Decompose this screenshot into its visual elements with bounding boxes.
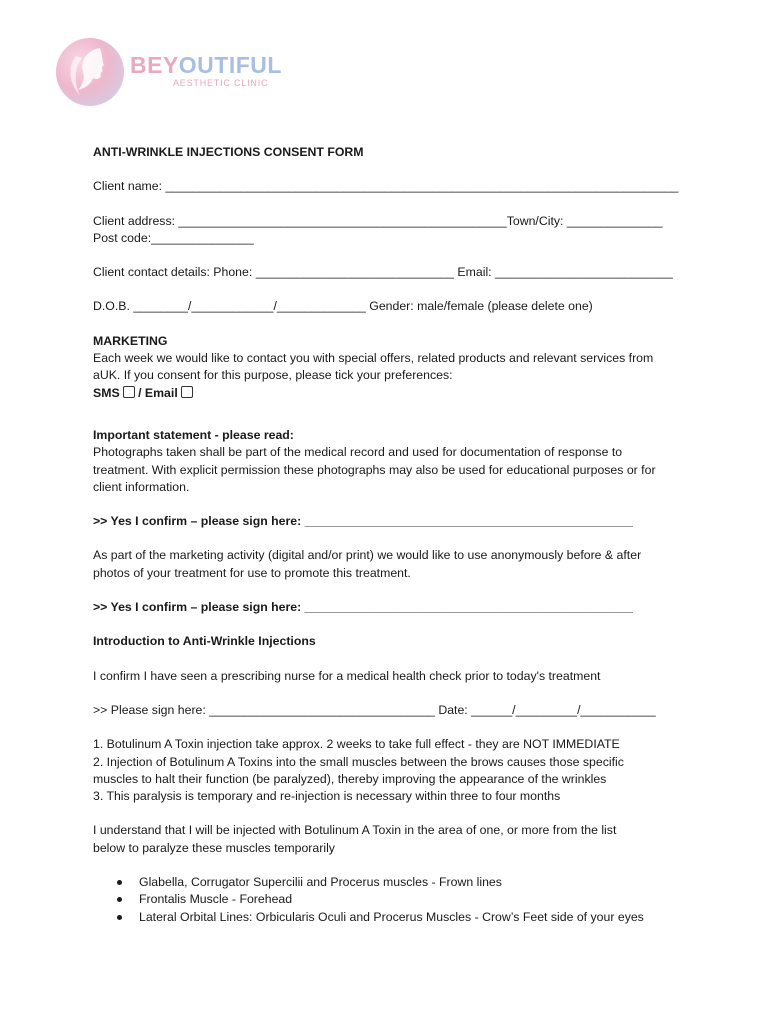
list-item: [93, 891, 733, 908]
clinic-logo: [56, 38, 286, 108]
area-text: Glabella, Corrugator Supercilii and Procerus muscles - Frown lines: [139, 875, 502, 890]
important-statement-heading: Important statement - please read:: [93, 427, 294, 442]
nurse-check-text: I confirm I have seen a prescribing nurse for a medical health check prior to today's treatment: [93, 668, 601, 683]
bullet-icon: [117, 915, 122, 920]
marketing-text-line: aUK. If you consent for this purpose, please tick your preferences:: [93, 368, 453, 383]
bullet-icon: [117, 880, 122, 885]
marketing-photo-text: photos of your treatment for use to promote this treatment.: [93, 565, 411, 580]
area-text: Lateral Orbital Lines: Orbicularis Oculi and Procerus Muscles - Crow’s Feet side of your eyes: [139, 909, 644, 924]
info-point: muscles to halt their function (be paralyzed), thereby improving the appearance of the wrinkles: [93, 771, 607, 786]
preference-options: [93, 385, 733, 402]
dob-gender-field[interactable]: D.O.B. ________/____________/_____________ Gender: male/female (please delete one): [93, 299, 593, 314]
email-label: Email: [144, 385, 178, 400]
client-address-field[interactable]: Client address: ________________________________________________Town/City: ______________: [93, 213, 663, 228]
area-text: Frontalis Muscle - Forehead: [139, 892, 293, 907]
treatment-area-list: [93, 874, 733, 926]
marketing-text-line: Each week we would like to contact you with special offers, related products and relevant services from: [93, 351, 654, 366]
brand-name: BEYOUTIFUL: [130, 52, 282, 78]
email-checkbox[interactable]: [181, 386, 193, 398]
photo-consent-signature[interactable]: >> Yes I confirm – please sign here: ________________________________________________: [93, 514, 633, 529]
consent-form: [93, 144, 733, 926]
list-item: [93, 874, 733, 891]
post-code-field[interactable]: Post code:_______________: [93, 230, 254, 245]
info-point: 3. This paralysis is temporary and re-injection is necessary within three to four months: [93, 789, 561, 804]
info-point: 1. Botulinum A Toxin injection take approx. 2 weeks to take full effect - they are NOT IMMEDIATE: [93, 737, 620, 752]
marketing-heading: MARKETING: [93, 333, 168, 348]
statement-text-line: Photographs taken shall be part of the medical record and used for documentation of response to: [93, 445, 623, 460]
nurse-check-signature[interactable]: >> Please sign here: _________________________________ Date: ______/_________/___________: [93, 702, 656, 717]
info-point: 2. Injection of Botulinum A Toxins into the small muscles between the brows causes those specific: [93, 754, 624, 769]
sms-checkbox[interactable]: [123, 386, 135, 398]
understanding-text: below to paralyze these muscles temporarily: [93, 840, 335, 855]
intro-heading: Introduction to Anti-Wrinkle Injections: [93, 634, 316, 649]
marketing-photo-text: As part of the marketing activity (digital and/or print) we would like to use anonymously before & after: [93, 548, 642, 563]
logo-face-icon: [56, 38, 124, 106]
sms-label: SMS: [93, 385, 120, 400]
brand-tagline: AESTHETIC CLINIC: [173, 78, 269, 88]
statement-text-line: treatment. With explicit permission these photographs may also be used for educational purposes or for: [93, 462, 656, 477]
bullet-icon: [117, 897, 122, 902]
form-title: ANTI-WRINKLE INJECTIONS CONSENT FORM: [93, 145, 364, 159]
marketing-photo-signature[interactable]: >> Yes I confirm – please sign here: ________________________________________________: [93, 600, 633, 615]
statement-text-line: client information.: [93, 479, 190, 494]
contact-details-field[interactable]: Client contact details: Phone: _____________________________ Email: __________________________: [93, 265, 673, 280]
list-item: [93, 909, 733, 926]
understanding-text: I understand that I will be injected with Botulinum A Toxin in the area of one, or more from the list: [93, 823, 617, 838]
client-name-field[interactable]: Client name: ___________________________________________________________________________: [93, 179, 679, 194]
preference-separator: /: [138, 385, 142, 400]
